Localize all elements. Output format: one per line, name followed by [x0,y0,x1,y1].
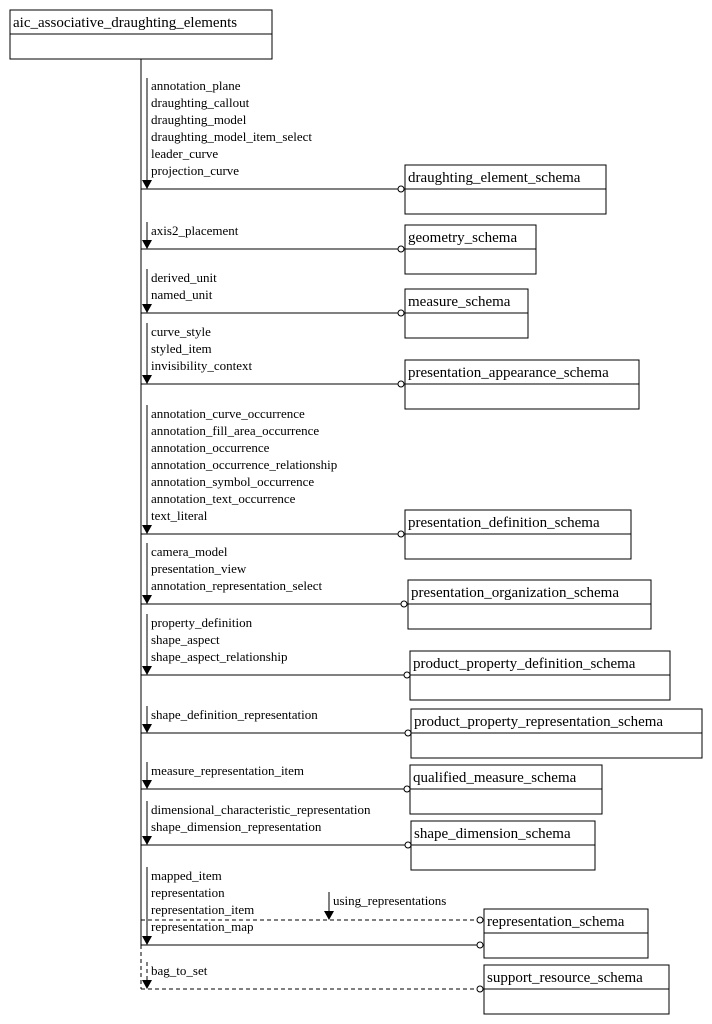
schema-box-shape-dimension[interactable] [411,821,595,870]
item-label: draughting_model [151,112,247,127]
schema-title: draughting_element_schema [408,170,581,186]
schema-box-draughting-element[interactable] [405,165,606,214]
arrow-head [142,180,152,189]
item-label: invisibility_context [151,358,253,373]
arrow-head [142,525,152,534]
arrow-head [142,304,152,313]
schema-box-representation[interactable] [484,909,648,958]
item-label: annotation_text_occurrence [151,491,296,506]
reference-geometry-schema [141,222,404,252]
item-label: mapped_item [151,868,222,883]
reference-product-property-representation-schema [141,706,411,736]
arrow-head [142,724,152,733]
item-label: shape_aspect [151,632,220,647]
schema-title: measure_schema [408,294,511,310]
item-label: bag_to_set [151,963,208,978]
item-label: draughting_model_item_select [151,129,313,144]
schema-box-geometry[interactable] [405,225,536,274]
schema-title: shape_dimension_schema [414,826,571,842]
schema-box-product-property-representation[interactable] [411,709,702,758]
item-label: curve_style [151,324,211,339]
connector-circle [405,730,411,736]
reference-presentation-organization-schema [141,543,407,607]
item-label: camera_model [151,544,228,559]
connector-circle [477,917,483,923]
schema-title: presentation_definition_schema [408,515,600,531]
arrow-head [142,780,152,789]
schema-title: geometry_schema [408,230,518,246]
schema-title: presentation_appearance_schema [408,365,609,381]
reference-shape-dimension-schema [141,801,411,848]
item-label: presentation_view [151,561,247,576]
reference-draughting-element-schema [141,78,404,192]
item-label: derived_unit [151,270,217,285]
reference-qualified-measure-schema [141,762,410,792]
connector-circle [404,672,410,678]
schema-box-product-property-definition[interactable] [410,651,670,700]
connector-circle [405,842,411,848]
reference-support-resource-schema [141,962,483,992]
schema-box-support-resource[interactable] [484,965,669,1014]
item-label: measure_representation_item [151,763,305,778]
connector-circle [477,986,483,992]
item-label: shape_definition_representation [151,707,318,722]
schema-box-presentation-appearance[interactable] [405,360,639,409]
item-label: dimensional_characteristic_representation [151,802,371,817]
item-label: leader_curve [151,146,219,161]
item-label: projection_curve [151,163,240,178]
item-label: annotation_fill_area_occurrence [151,423,320,438]
connector-circle [398,381,404,387]
item-label: property_definition [151,615,253,630]
main-schema-title: aic_associative_draughting_elements [13,15,238,31]
schema-box-qualified-measure[interactable] [410,765,602,814]
arrow-head [142,595,152,604]
connector-circle [404,786,410,792]
main-schema-box[interactable] [10,10,272,59]
schema-title: presentation_organization_schema [411,585,619,601]
connector-circle [401,601,407,607]
secondary-label: using_representations [333,893,447,908]
item-label: annotation_representation_select [151,578,323,593]
schema-title: support_resource_schema [487,970,643,986]
schema-box-presentation-definition[interactable] [405,510,631,559]
item-label: annotation_occurrence [151,440,270,455]
item-label: axis2_placement [151,223,239,238]
arrow-head [142,375,152,384]
arrow-head [324,911,334,920]
item-label: shape_dimension_representation [151,819,322,834]
connector-circle [398,531,404,537]
reference-measure-schema [141,269,404,316]
schema-title: product_property_definition_schema [413,656,636,672]
item-label: representation [151,885,225,900]
arrow-head [142,666,152,675]
connector-circle [477,942,483,948]
schema-box-presentation-organization[interactable] [408,580,651,629]
arrow-head [142,240,152,249]
item-label: annotation_curve_occurrence [151,406,305,421]
item-label: representation_map [151,919,254,934]
item-label: styled_item [151,341,212,356]
schema-title: product_property_representation_schema [414,714,664,730]
item-label: draughting_callout [151,95,250,110]
reference-product-property-definition-schema [141,614,410,678]
schema-box-measure[interactable] [405,289,528,338]
arrow-head [142,936,152,945]
schema-title: qualified_measure_schema [413,770,577,786]
schema-title: representation_schema [487,914,625,930]
reference-presentation-definition-schema [141,405,404,537]
arrow-head [142,980,152,989]
reference-presentation-appearance-schema [141,323,404,387]
item-label: text_literal [151,508,208,523]
item-label: named_unit [151,287,213,302]
item-label: annotation_plane [151,78,241,93]
connector-circle [398,186,404,192]
arrow-head [142,836,152,845]
item-label: annotation_occurrence_relationship [151,457,338,472]
connector-circle [398,310,404,316]
item-label: representation_item [151,902,255,917]
item-label: shape_aspect_relationship [151,649,288,664]
connector-circle [398,246,404,252]
item-label: annotation_symbol_occurrence [151,474,315,489]
